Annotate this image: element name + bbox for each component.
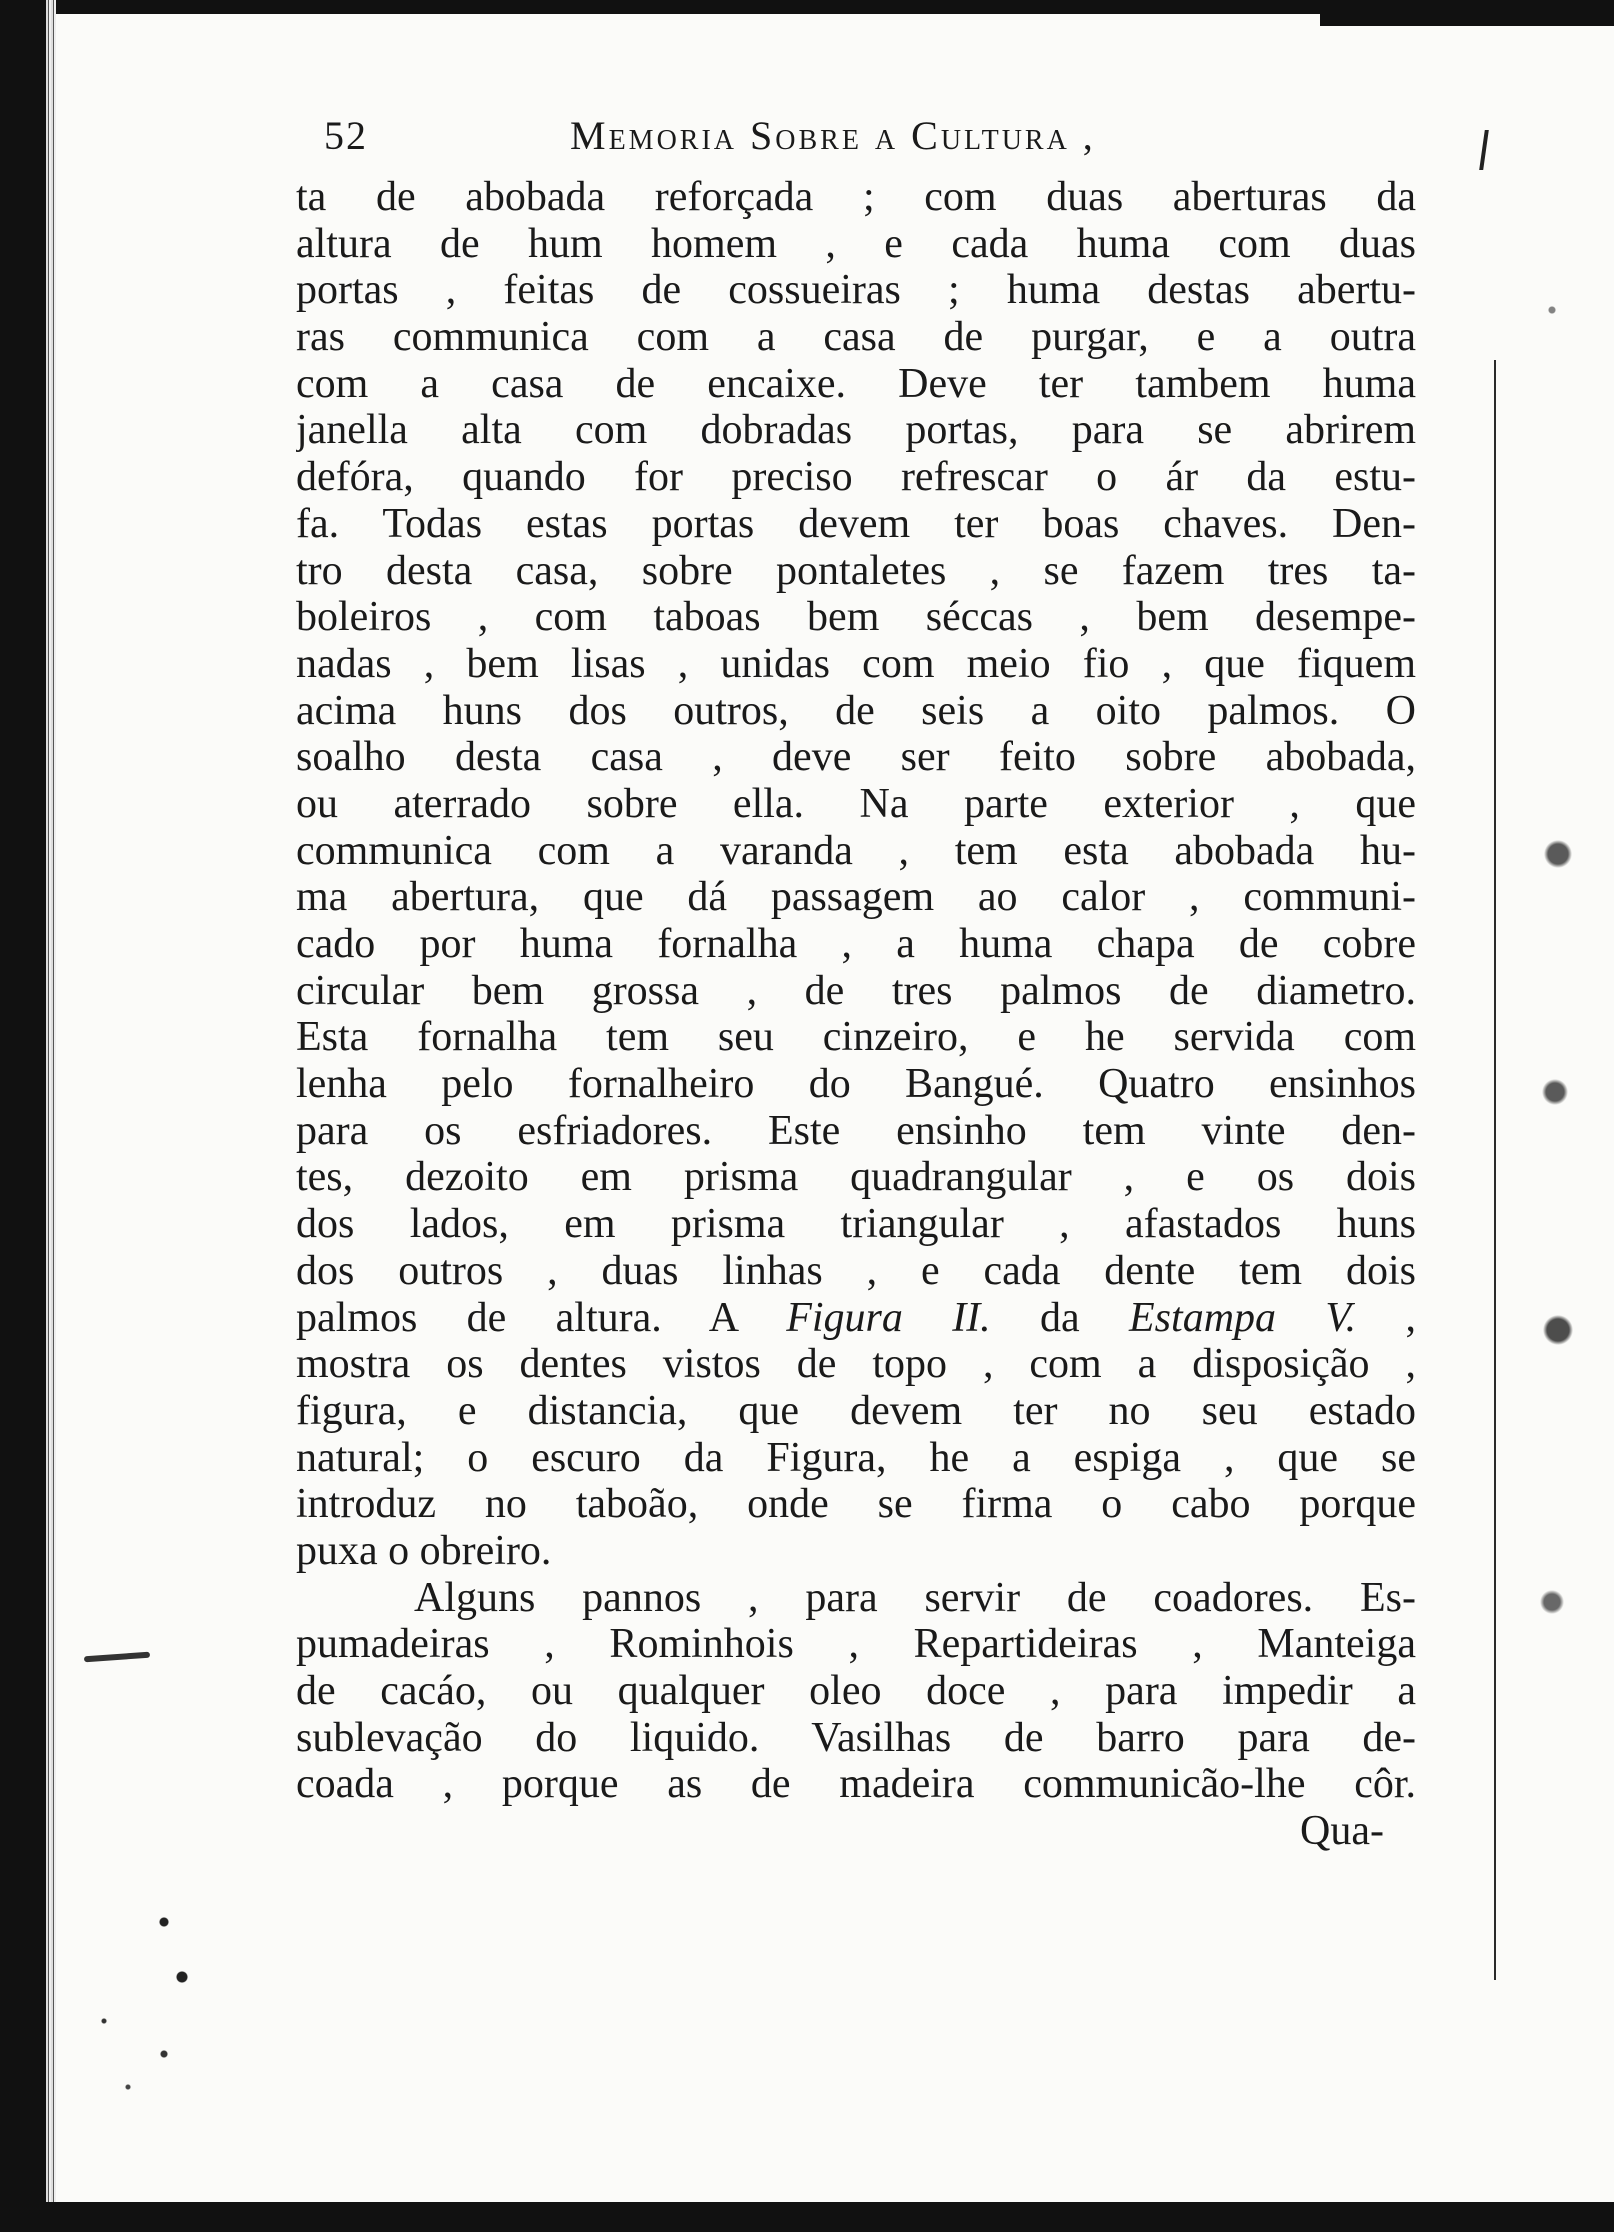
page-content [296, 110, 1416, 1855]
text-line: cado por huma fornalha , a huma chapa de cobre [296, 921, 1416, 967]
text-line: lenha pelo fornalheiro do Bangué. Quatro ensinhos [296, 1061, 1416, 1108]
text-line: altura de hum homem , e cada huma com duas [296, 220, 1416, 267]
text-line: circular bem grossa , de tres palmos de diametro. [296, 967, 1416, 1014]
text-line-paragraph-end: puxa o obreiro. [296, 1527, 552, 1574]
text-line: figura, e distancia, que devem ter no seu estado [296, 1387, 1416, 1434]
text-line: para os esfriadores. Este ensinho tem vinte den- [296, 1107, 1416, 1154]
catchword: Qua- [1300, 1808, 1384, 1855]
facing-page-bleed [1528, 140, 1588, 1840]
text-line: ras communica com a casa de purgar, e a outra [296, 314, 1416, 361]
margin-specks [80, 1900, 200, 2120]
text-fragment: , [1356, 1294, 1416, 1341]
text-line: coada , porque as de madeira communicão-lhe côr. [296, 1761, 1416, 1808]
running-head [296, 110, 1416, 170]
text-line: defóra, quando for preciso refrescar o ár da estu- [296, 454, 1416, 501]
text-fragment: da [990, 1294, 1130, 1341]
scan-border-bottom [0, 2202, 1614, 2232]
text-fragment: palmos de altura. A [296, 1294, 787, 1341]
text-line: dos lados, em prisma triangular , afastados huns [296, 1201, 1416, 1248]
text-line: nadas , bem lisas , unidas com meio fio , que fiquem [296, 640, 1416, 687]
text-line: tro desta casa, sobre pontaletes , se fazem tres ta- [296, 547, 1416, 594]
body-text [296, 174, 1416, 1855]
text-line: pumadeiras , Rominhois , Repartideiras , Manteiga [296, 1621, 1416, 1668]
text-line: mostra os dentes vistos de topo , com a disposição , [296, 1341, 1416, 1388]
text-line: boleiros , com taboas bem séccas , bem desempe- [296, 594, 1416, 641]
figure-reference: Figura II. [786, 1294, 991, 1341]
text-line: acima huns dos outros, de seis a oito palmos. O [296, 687, 1416, 734]
text-line-figure-reference [296, 1295, 1416, 1342]
text-line: tes, dezoito em prisma quadrangular , e os dois [296, 1154, 1416, 1201]
text-line-paragraph-start: Alguns pannos , para servir de coadores. Es- [414, 1574, 1416, 1621]
scan-border-left [0, 0, 46, 2232]
text-line: soalho desta casa , deve ser feito sobre abobada, [296, 734, 1416, 781]
text-line: portas , feitas de cossueiras ; huma destas abertu- [296, 267, 1416, 314]
text-line: ta de abobada reforçada ; com duas aberturas da [296, 174, 1416, 220]
page-number: 52 [324, 113, 368, 158]
text-line: sublevação do liquido. Vasilhas de barro para de- [296, 1714, 1416, 1761]
plate-reference: Estampa V. [1129, 1294, 1357, 1341]
text-line: dos outros , duas linhas , e cada dente tem dois [296, 1247, 1416, 1294]
text-line: fa. Todas estas portas devem ter boas chaves. Den- [296, 500, 1416, 547]
running-title: Memoria Sobre a Cultura , [570, 113, 1096, 158]
scan-binding-edge [46, 0, 56, 2232]
text-line: introduz no taboão, onde se firma o cabo porque [296, 1481, 1416, 1528]
text-line: natural; o escuro da Figura, he a espiga , que se [296, 1434, 1416, 1481]
text-line: de cacáo, ou qualquer oleo doce , para impedir a [296, 1668, 1416, 1714]
gutter-mark [1479, 130, 1489, 170]
text-line: ma abertura, que dá passagem ao calor , communi- [296, 874, 1416, 921]
gutter-line [1494, 360, 1496, 1980]
text-line: com a casa de encaixe. Deve ter tambem huma [296, 360, 1416, 407]
text-line: ou aterrado sobre ella. Na parte exterior , que [296, 780, 1416, 827]
text-line: Esta fornalha tem seu cinzeiro, e he servida com [296, 1014, 1416, 1061]
scan-border-top-right [1320, 0, 1614, 26]
text-line: janella alta com dobradas portas, para se abrirem [296, 407, 1416, 454]
text-line: communica com a varanda , tem esta abobada hu- [296, 827, 1416, 874]
margin-flourish [84, 1652, 150, 1663]
